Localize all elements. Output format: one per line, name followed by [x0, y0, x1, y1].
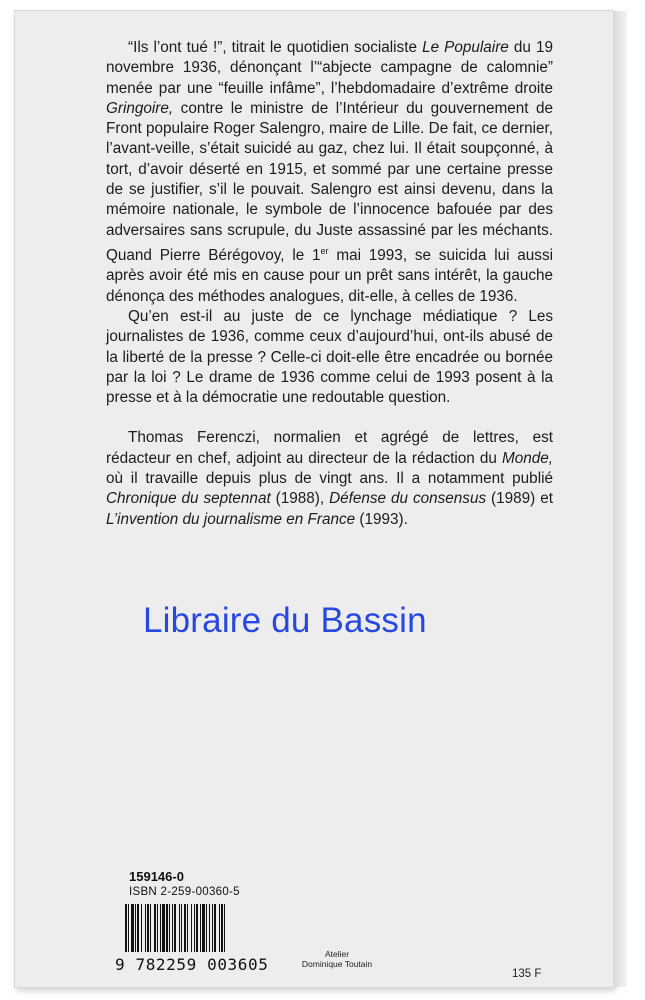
barcode-bar	[212, 904, 213, 952]
blurb-text	[106, 38, 553, 530]
barcode-bar	[187, 904, 188, 952]
barcode-bar	[200, 904, 201, 952]
barcode-bar	[147, 904, 149, 952]
author-bio: Thomas Ferenczi, normalien et agrégé de lettres, est rédacteur en chef, adjoint au directeur de la rédaction du Monde, où il travaille depuis plus de vingt ans. Il a notamment publié Chronique du septennat (1988), Défense du consensus (1989) et L’invention du journalisme en France (1993).	[106, 429, 553, 528]
isbn-label: ISBN 2-259-00360-5	[129, 886, 240, 898]
barcode-bar	[219, 904, 220, 952]
barcode-bar	[137, 904, 139, 952]
barcode	[123, 904, 259, 952]
barcode-bar	[145, 904, 146, 952]
barcode-bar	[179, 904, 180, 952]
barcode-bar	[209, 904, 210, 952]
barcode-bar	[206, 904, 207, 952]
barcode-bar	[160, 904, 161, 952]
barcode-bar	[174, 904, 176, 952]
barcode-bar	[131, 904, 134, 952]
barcode-bar	[184, 904, 186, 952]
barcode-bar	[202, 904, 205, 952]
designer-line-2: Dominique Toutain	[301, 959, 373, 969]
barcode-bar	[221, 904, 223, 952]
barcode-bar	[166, 904, 168, 952]
barcode-bar	[224, 904, 225, 952]
book-back-cover	[14, 10, 614, 988]
blurb-paragraph-2: Qu’en est-il au juste de ce lynchage médiatique ? Les journalistes de 1936, comme ceux d’aujourd’hui, ont-ils abusé de la liberté de la presse ? Celle-ci doit-elle être encadrée ou bornée par la loi ? Le drame de 1936 comme celui de 1993 posent à la presse et à la démocratie une redoutable question.	[106, 307, 553, 407]
barcode-bar	[194, 904, 195, 952]
designer-line-1: Atelier	[324, 949, 350, 959]
price-label: 135 F	[512, 968, 542, 980]
barcode-bar	[172, 904, 173, 952]
barcode-bar	[191, 904, 192, 952]
barcode-bar	[128, 904, 129, 952]
barcode-bar	[196, 904, 198, 952]
bookseller-watermark: Libraire du Bassin	[143, 601, 427, 640]
barcode-bar	[154, 904, 156, 952]
barcode-bar	[214, 904, 216, 952]
barcode-bar	[125, 904, 127, 952]
barcode-bar	[169, 904, 170, 952]
barcode-bar	[157, 904, 158, 952]
barcode-bar	[181, 904, 182, 952]
barcode-bar	[150, 904, 151, 952]
barcode-bar	[135, 904, 136, 952]
blurb-paragraph-1: “Ils l’ont tué !”, titrait le quotidien socialiste Le Populaire du 19 novembre 1936, dénonçant l’“abjecte campagne de calomnie” menée par une “feuille infâme”, l’hebdomadaire d’extrême droite Gringoire, contre le ministre de l’Intérieur du gouvernement de Front populaire Roger Salengro, maire de Lille. De fait, ce dernier, l’avant-veille, s’était suicidé au gaz, chez lui. Il était soupçonné, à tort, d’avoir déserté en 1915, et sommé par une certaine presse de se justifier, s’il le pouvait. Salengro est ainsi devenu, dans la mémoire nationale, le symbole de l’innocence bafouée par des adversaires sans scrupule, du Juste assassiné par les méchants. Quand Pierre Bérégovoy, le 1er mai 1993, se suicida lui aussi après avoir été mis en cause pour un prêt sans intérêt, la gauche dénonça des méthodes analogues, dit-elle, à celles de 1936.	[106, 39, 554, 305]
code-number: 159146-0	[129, 869, 184, 884]
designer-credit	[285, 949, 389, 969]
barcode-bar	[141, 904, 142, 952]
barcode-digits: 9 782259 003605	[115, 955, 269, 974]
barcode-bar	[162, 904, 165, 952]
